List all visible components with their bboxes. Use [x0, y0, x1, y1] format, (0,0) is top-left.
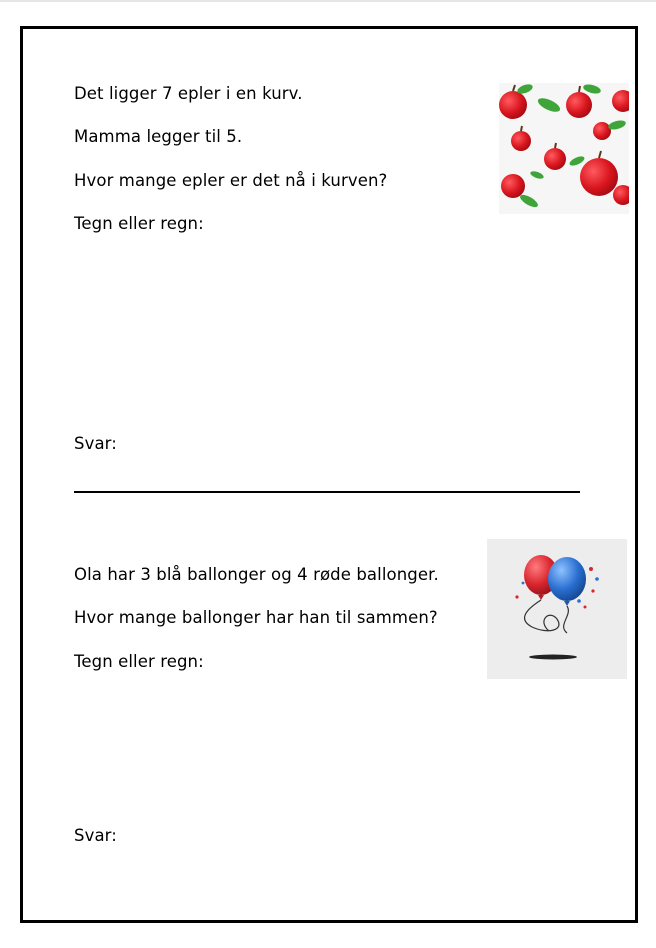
apple-icon — [566, 83, 602, 118]
task2-answer-label: Svar: — [74, 826, 117, 845]
apple-icon — [613, 185, 629, 205]
apple-icon — [580, 151, 618, 196]
apple-icon — [612, 90, 629, 112]
task1-question: Hvor mange epler er det nå i kurven? — [74, 171, 388, 190]
task1-line1: Det ligger 7 epler i en kurv. — [74, 84, 303, 103]
section-divider — [74, 491, 580, 493]
apple-icon — [511, 126, 531, 151]
apple-icon — [544, 143, 566, 170]
apple-icon — [593, 119, 627, 140]
blue-balloon-icon — [548, 557, 586, 606]
apples-image — [499, 83, 629, 214]
worksheet-frame — [20, 26, 638, 923]
task1-instruction: Tegn eller regn: — [74, 214, 204, 233]
task1-line2: Mamma legger til 5. — [74, 127, 243, 146]
apple-icon — [499, 83, 534, 119]
task1-answer-label: Svar: — [74, 434, 117, 453]
task2-line1: Ola har 3 blå ballonger og 4 røde ballonger. — [74, 565, 439, 584]
apple-icon — [501, 174, 540, 209]
task2-instruction: Tegn eller regn: — [74, 652, 204, 671]
top-border-line — [0, 0, 656, 2]
task2-question: Hvor mange ballonger har han til sammen? — [74, 608, 438, 627]
balloons-image — [487, 539, 627, 679]
